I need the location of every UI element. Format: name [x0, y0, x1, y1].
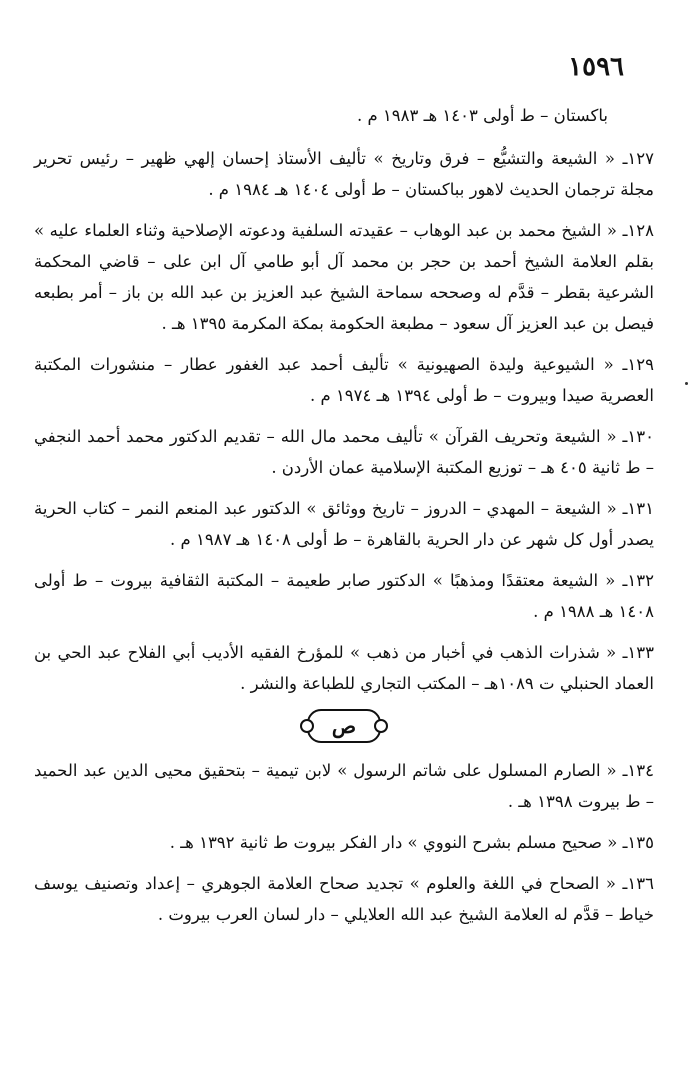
bibliography-entry-130: ١٣٠ـ « الشيعة وتحريف القرآن » تأليف محمد مال الله – تقديم الدكتور محمد أحمد النجفي – ط ثانية ٤٠٥ هـ – توزيع المكتبة الإسلامية عمان الأردن . — [34, 427, 654, 477]
bibliography-list — [34, 100, 654, 940]
bibliography-entry-134: ١٣٤ـ « الصارم المسلول على شاتم الرسول » لابن تيمية – بتحقيق محيى الدين عبد الحميد – ط بيروت ١٣٩٨ هـ . — [34, 761, 654, 811]
bibliography-entry-128: ١٢٨ـ « الشيخ محمد بن عبد الوهاب – عقيدته السلفية ودعوته الإصلاحية وثناء العلماء عليه » بقلم العلامة الشيخ أحمد بن حجر بن محمد آل أبو طامي آل ابن على – قاضي المحكمة الشرعية بقطر – قدَّم له وصححه سماحة الشيخ عبد العزيز بن عبد الله بن باز – أمر بطبعه فيصل بن عبد العزيز آل سعود – مطبعة الحكومة بمكة المكرمة ١٣٩٥ هـ . — [34, 221, 654, 333]
section-letter: ص — [331, 714, 357, 738]
bibliography-entry-continued: باكستان – ط أولى ١٤٠٣ هـ ١٩٨٣ م . — [356, 106, 608, 125]
bibliography-entry-135: ١٣٥ـ « صحيح مسلم بشرح النووي » دار الفكر بيروت ط ثانية ١٣٩٢ هـ . — [169, 833, 654, 852]
bibliography-entry-129: ١٢٩ـ « الشيوعية وليدة الصهيونية » تأليف أحمد عبد الغفور عطار – منشورات المكتبة العصرية صيدا وبيروت – ط أولى ١٣٩٤ هـ ١٩٧٤ م . — [34, 355, 654, 405]
page-number: ١٥٩٦ — [568, 52, 624, 82]
bibliography-entry-133: ١٣٣ـ « شذرات الذهب في أخبار من ذهب » للمؤرخ الفقيه الأديب أبي الفلاح عبد الحي بن العماد الحنبلي ت ١٠٨٩هـ – المكتب التجاري للطباعة والنشر . — [34, 643, 654, 693]
bibliography-entry-136: ١٣٦ـ « الصحاح في اللغة والعلوم » تجديد صحاح العلامة الجوهري – إعداد وتصنيف يوسف خياط – قدَّم له العلامة الشيخ عبد الله العلايلي – دار لسان العرب بيروت . — [34, 874, 654, 924]
bibliography-entry-131: ١٣١ـ « الشيعة – المهدي – الدروز – تاريخ ووثائق » الدكتور عبد المنعم النمر – كتاب الحرية يصدر أول كل شهر عن دار الحرية بالقاهرة – ط أولى ١٤٠٨ هـ ١٩٨٧ م . — [34, 499, 654, 549]
margin-mark — [685, 382, 688, 385]
section-letter-badge — [307, 709, 381, 743]
bibliography-entry-132: ١٣٢ـ « الشيعة معتقدًا ومذهبًا » الدكتور صابر طعيمة – المكتبة الثقافية بيروت – ط أولى ١٤٠٨ هـ ١٩٨٨ م . — [34, 571, 654, 621]
bibliography-entry-127: ١٢٧ـ « الشيعة والتشيُّع – فرق وتاريخ » تأليف الأستاذ إحسان إلهي ظهير – رئيس تحرير مجلة ترجمان الحديث لاهور بباكستان – ط أولى ١٤٠٤ هـ ١٩٨٤ م . — [34, 149, 654, 199]
